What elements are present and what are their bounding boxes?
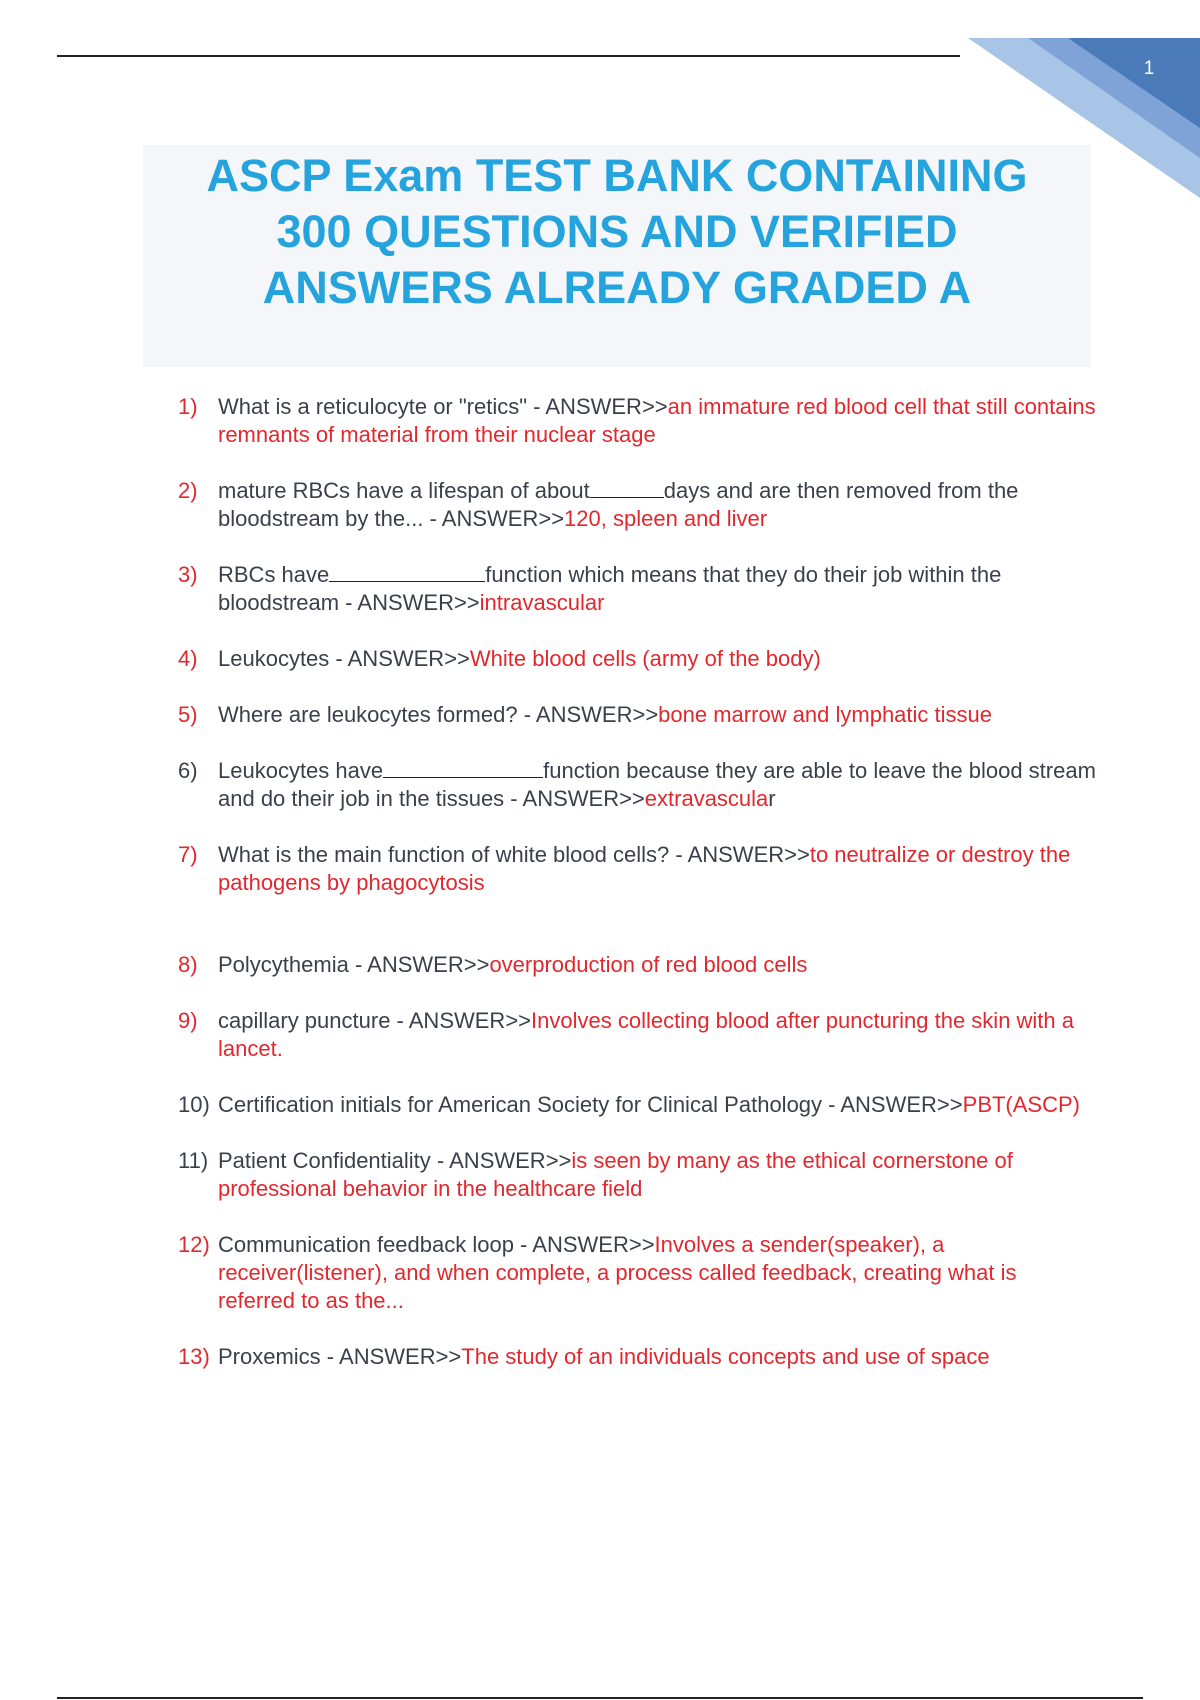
qa-question: capillary puncture - ANSWER>> [218,1008,532,1033]
qa-answer: White blood cells (army of the body) [469,646,821,671]
qa-answer: to neutralize or destroy the pathogens by phagocytosis [218,842,1071,895]
qa-answer: Involves a sender(speaker), a receiver(listener), and when complete, a process called feedback, creating what is referred to as the... [218,1232,1017,1313]
title-line-3: ANSWERS ALREADY GRADED A [262,262,972,313]
qa-item-11 [178,1147,1098,1203]
qa-item-3 [178,561,1098,617]
qa-answer: intravascular [479,590,605,615]
qa-answer: an immature red blood cell that still contains remnants of material from their nuclear stage [218,394,1096,447]
qa-item-1 [178,393,1098,449]
qa-question-cont: days and are then removed from the bloodstream by the... - ANSWER>> [218,478,1019,531]
qa-question: RBCs have [218,562,330,587]
qa-item-6 [178,757,1098,813]
title-line-2: 300 QUESTIONS AND VERIFIED [276,206,958,257]
qa-number: 6) [178,758,198,783]
qa-answer: extravascula [644,786,769,811]
qa-question: Polycythemia - ANSWER>> [218,952,490,977]
qa-item-10 [178,1091,1098,1119]
title-line-1: ASCP Exam TEST BANK CONTAINING [206,150,1028,201]
qa-number: 5) [178,702,198,727]
qa-number: 12) [178,1232,210,1257]
qa-item-5 [178,701,1098,729]
qa-question: Proxemics - ANSWER>> [218,1344,462,1369]
qa-answer: PBT(ASCP) [962,1092,1080,1117]
qa-item-7 [178,841,1098,897]
qa-number: 9) [178,1008,198,1033]
qa-answer: 120, spleen and liver [564,506,768,531]
qa-number: 2) [178,478,198,503]
qa-number: 3) [178,562,198,587]
qa-item-12 [178,1231,1098,1315]
document-title [143,148,1091,316]
qa-answer: overproduction of red blood cells [489,952,808,977]
qa-question-cont: function because they are able to leave the blood stream and do their job in the tissues - ANSWER>> [218,758,1096,811]
fill-in-blank [329,561,485,582]
qa-number: 13) [178,1344,210,1369]
qa-number: 4) [178,646,198,671]
qa-answer: The study of an individuals concepts and use of space [461,1344,990,1369]
qa-answer: bone marrow and lymphatic tissue [658,702,992,727]
footer-rule [57,1697,1143,1699]
qa-answer: Involves collecting blood after puncturing the skin with a lancet. [218,1008,1075,1061]
question-answer-list [178,393,1098,1399]
qa-number: 11) [178,1148,209,1173]
qa-question: Communication feedback loop - ANSWER>> [218,1232,655,1257]
qa-question: What is a reticulocyte or "retics" - ANSWER>> [218,394,668,419]
page-number: 1 [1143,58,1155,79]
fill-in-blank [383,757,543,778]
qa-question: What is the main function of white blood cells? - ANSWER>> [218,842,810,867]
qa-number: 10) [178,1092,210,1117]
qa-answer: is seen by many as the ethical cornerstone of professional behavior in the healthcare field [218,1148,1013,1201]
qa-item-9 [178,1007,1098,1063]
qa-question: Patient Confidentiality - ANSWER>> [218,1148,572,1173]
qa-answer-tail: r [768,786,776,811]
qa-item-8 [178,951,1098,979]
qa-question-cont: function which means that they do their job within the bloodstream - ANSWER>> [218,562,1002,615]
qa-question: Certification initials for American Society for Clinical Pathology - ANSWER>> [218,1092,963,1117]
qa-question: mature RBCs have a lifespan of about [218,478,590,503]
qa-number: 7) [178,842,198,867]
qa-question: Where are leukocytes formed? - ANSWER>> [218,702,659,727]
header-rule [57,55,960,57]
qa-question: Leukocytes - ANSWER>> [218,646,470,671]
qa-question: Leukocytes have [218,758,384,783]
qa-item-2 [178,477,1098,533]
fill-in-blank [590,477,664,498]
qa-number: 8) [178,952,198,977]
qa-number: 1) [178,394,198,419]
qa-item-13 [178,1343,1098,1371]
qa-item-4 [178,645,1098,673]
